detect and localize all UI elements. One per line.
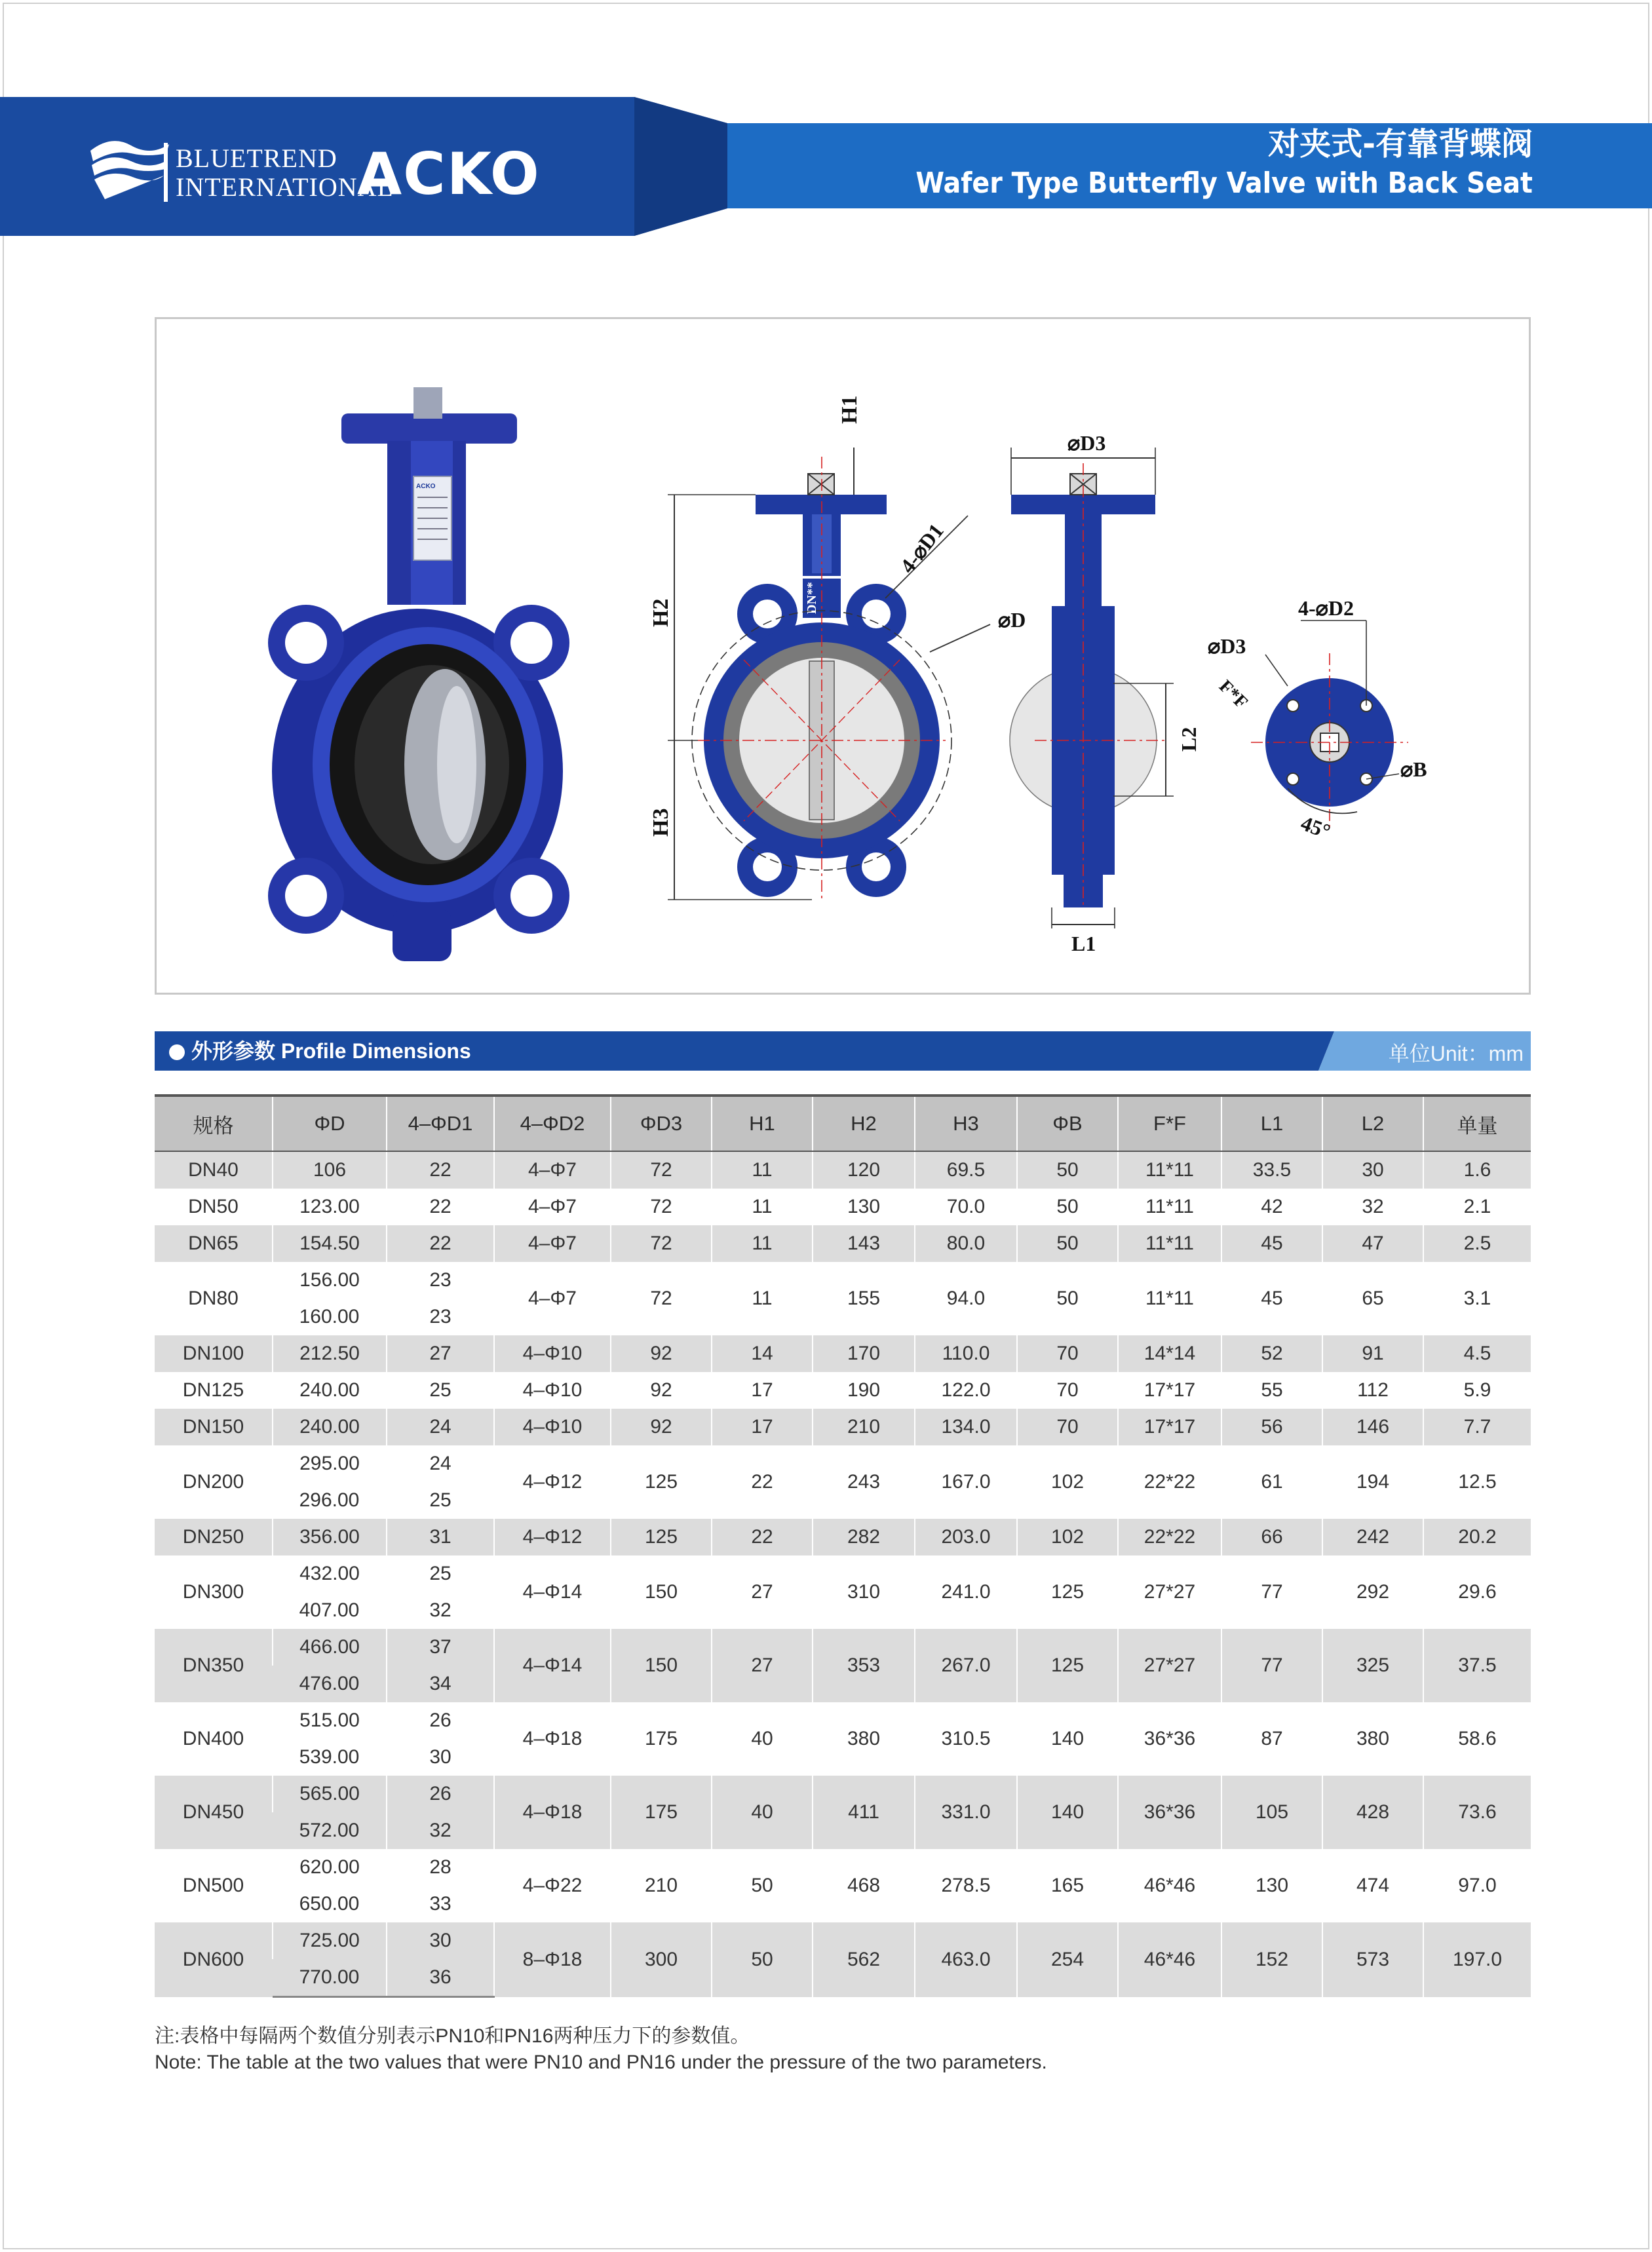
page-title-cn: 对夹式-有靠背蝶阀 xyxy=(1268,126,1533,162)
h1-label: H1 xyxy=(837,395,862,424)
cell-h2: 170 xyxy=(813,1335,915,1372)
cell-dn: DN150 xyxy=(155,1409,273,1445)
front-view-drawing xyxy=(649,396,1026,902)
cell-l1: 61 xyxy=(1221,1445,1322,1519)
cell-d2: 4–Φ7 xyxy=(494,1151,611,1189)
cell-h2: 310 xyxy=(813,1555,915,1629)
cell-d1-pn16: 34 xyxy=(387,1666,494,1702)
cell-d: 356.00 xyxy=(273,1519,387,1555)
cell-d1: 22 xyxy=(387,1225,494,1262)
dn-label: DN** xyxy=(805,582,819,614)
cell-weight: 73.6 xyxy=(1423,1776,1531,1849)
cell-d3: 150 xyxy=(611,1629,712,1702)
note-cn: 注:表格中每隔两个数值分别表示PN10和PN16两种压力下的参数值。 xyxy=(155,2025,750,2047)
col-header: 单量 xyxy=(1423,1096,1531,1151)
cell-d1: 22 xyxy=(387,1151,494,1189)
cell-b: 70 xyxy=(1017,1335,1118,1372)
d1-label: 4-⌀D1 xyxy=(895,519,948,578)
cell-dn: DN600 xyxy=(155,1922,273,1997)
cell-l1: 66 xyxy=(1221,1519,1322,1555)
cell-h1: 27 xyxy=(712,1629,813,1702)
drawing-box xyxy=(155,317,1531,995)
cell-ff: 11*11 xyxy=(1118,1225,1221,1262)
cell-d-pn16: 476.00 xyxy=(273,1666,387,1702)
cell-dn: DN500 xyxy=(155,1849,273,1922)
cell-d: 620.00 xyxy=(273,1849,387,1886)
cell-d: 106 xyxy=(273,1151,387,1189)
cell-b: 102 xyxy=(1017,1445,1118,1519)
cell-d1-pn16: 36 xyxy=(387,1959,494,1997)
cell-d3: 92 xyxy=(611,1372,712,1409)
cell-weight: 29.6 xyxy=(1423,1555,1531,1629)
section-title-text: 外形参数 Profile Dimensions xyxy=(191,1039,471,1063)
cell-l1: 52 xyxy=(1221,1335,1322,1372)
ff-label: F*F xyxy=(1215,676,1252,714)
cell-d3: 72 xyxy=(611,1189,712,1225)
cell-d3: 125 xyxy=(611,1519,712,1555)
cell-d2: 4–Φ12 xyxy=(494,1445,611,1519)
cell-h3: 310.5 xyxy=(915,1702,1017,1776)
cell-h3: 278.5 xyxy=(915,1849,1017,1922)
cell-d2: 4–Φ18 xyxy=(494,1702,611,1776)
h3-label: H3 xyxy=(649,808,673,837)
cell-d2: 4–Φ14 xyxy=(494,1555,611,1629)
cell-dn: DN450 xyxy=(155,1776,273,1849)
cell-d3: 72 xyxy=(611,1225,712,1262)
nameplate-brand: ACKO xyxy=(416,483,436,490)
col-header: L2 xyxy=(1322,1096,1423,1151)
cell-h3: 94.0 xyxy=(915,1262,1017,1335)
cell-d2: 4–Φ7 xyxy=(494,1189,611,1225)
col-header: H3 xyxy=(915,1096,1017,1151)
cell-d: 295.00 xyxy=(273,1445,387,1482)
cell-h3: 80.0 xyxy=(915,1225,1017,1262)
table-header-row xyxy=(155,1096,1531,1151)
side-view-drawing xyxy=(1010,431,1201,955)
cell-ff: 14*14 xyxy=(1118,1335,1221,1372)
cell-d3: 125 xyxy=(611,1445,712,1519)
cell-d3: 300 xyxy=(611,1922,712,1997)
cell-ff: 36*36 xyxy=(1118,1702,1221,1776)
cell-dn: DN250 xyxy=(155,1519,273,1555)
cell-d1: 26 xyxy=(387,1702,494,1739)
cell-weight: 4.5 xyxy=(1423,1335,1531,1372)
cell-dn: DN300 xyxy=(155,1555,273,1629)
brand-line-1: BLUETREND xyxy=(176,143,337,173)
table-row xyxy=(155,1776,1531,1812)
cell-d: 725.00 xyxy=(273,1922,387,1959)
col-header: 4–ΦD1 xyxy=(387,1096,494,1151)
cell-h2: 411 xyxy=(813,1776,915,1849)
cell-l2: 194 xyxy=(1322,1445,1423,1519)
cell-d1-pn16: 32 xyxy=(387,1812,494,1849)
profile-dimensions-table xyxy=(155,1094,1531,1998)
col-header: 4–ΦD2 xyxy=(494,1096,611,1151)
cell-h2: 468 xyxy=(813,1849,915,1922)
cell-weight: 2.1 xyxy=(1423,1189,1531,1225)
col-header: ΦD3 xyxy=(611,1096,712,1151)
cell-ff: 22*22 xyxy=(1118,1519,1221,1555)
cell-ff: 27*27 xyxy=(1118,1629,1221,1702)
cell-l2: 65 xyxy=(1322,1262,1423,1335)
cell-weight: 37.5 xyxy=(1423,1629,1531,1702)
cell-l1: 77 xyxy=(1221,1629,1322,1702)
table-row xyxy=(155,1445,1531,1482)
cell-dn: DN50 xyxy=(155,1189,273,1225)
cell-h1: 40 xyxy=(712,1776,813,1849)
cell-d: 240.00 xyxy=(273,1372,387,1409)
cell-d3: 150 xyxy=(611,1555,712,1629)
cell-d: 432.00 xyxy=(273,1555,387,1592)
cell-d1: 25 xyxy=(387,1372,494,1409)
cell-ff: 46*46 xyxy=(1118,1849,1221,1922)
cell-b: 140 xyxy=(1017,1702,1118,1776)
cell-weight: 2.5 xyxy=(1423,1225,1531,1262)
cell-l2: 573 xyxy=(1322,1922,1423,1997)
cell-ff: 11*11 xyxy=(1118,1151,1221,1189)
cell-d3: 175 xyxy=(611,1776,712,1849)
col-header: F*F xyxy=(1118,1096,1221,1151)
table-row xyxy=(155,1922,1531,1959)
cell-h2: 210 xyxy=(813,1409,915,1445)
cell-d2: 4–Φ18 xyxy=(494,1776,611,1849)
cell-d-pn16: 770.00 xyxy=(273,1959,387,1997)
cell-l1: 33.5 xyxy=(1221,1151,1322,1189)
table-row xyxy=(155,1372,1531,1409)
cell-d-pn16: 539.00 xyxy=(273,1739,387,1776)
cell-d1-pn16: 32 xyxy=(387,1592,494,1629)
cell-h3: 267.0 xyxy=(915,1629,1017,1702)
table-row xyxy=(155,1629,1531,1666)
cell-h1: 50 xyxy=(712,1922,813,1997)
cell-dn: DN400 xyxy=(155,1702,273,1776)
cell-ff: 17*17 xyxy=(1118,1372,1221,1409)
cell-d2: 4–Φ12 xyxy=(494,1519,611,1555)
cell-d2: 4–Φ10 xyxy=(494,1335,611,1372)
cell-d1: 30 xyxy=(387,1922,494,1959)
cell-b: 50 xyxy=(1017,1189,1118,1225)
cell-h3: 122.0 xyxy=(915,1372,1017,1409)
cell-h1: 17 xyxy=(712,1409,813,1445)
cell-h1: 27 xyxy=(712,1555,813,1629)
cell-l1: 45 xyxy=(1221,1225,1322,1262)
cell-l1: 87 xyxy=(1221,1702,1322,1776)
cell-b: 125 xyxy=(1017,1629,1118,1702)
cell-dn: DN350 xyxy=(155,1629,273,1702)
cell-h3: 134.0 xyxy=(915,1409,1017,1445)
cell-d: 156.00 xyxy=(273,1262,387,1299)
cell-l2: 91 xyxy=(1322,1335,1423,1372)
cell-weight: 58.6 xyxy=(1423,1702,1531,1776)
cell-l2: 474 xyxy=(1322,1849,1423,1922)
cell-ff: 36*36 xyxy=(1118,1776,1221,1849)
col-header: ΦD xyxy=(273,1096,387,1151)
cell-d1-pn16: 23 xyxy=(387,1299,494,1335)
cell-d2: 4–Φ22 xyxy=(494,1849,611,1922)
cell-d2: 4–Φ10 xyxy=(494,1409,611,1445)
cell-d3: 72 xyxy=(611,1151,712,1189)
cell-h2: 380 xyxy=(813,1702,915,1776)
cell-b: 140 xyxy=(1017,1776,1118,1849)
table-row xyxy=(155,1335,1531,1372)
cell-h3: 167.0 xyxy=(915,1445,1017,1519)
l2-label: L2 xyxy=(1177,727,1201,752)
cell-d: 212.50 xyxy=(273,1335,387,1372)
cell-ff: 17*17 xyxy=(1118,1409,1221,1445)
cell-h1: 11 xyxy=(712,1225,813,1262)
cell-l2: 146 xyxy=(1322,1409,1423,1445)
table-row xyxy=(155,1849,1531,1886)
cell-weight: 197.0 xyxy=(1423,1922,1531,1997)
col-header: L1 xyxy=(1221,1096,1322,1151)
cell-d3: 72 xyxy=(611,1262,712,1335)
acko-logo: ACKO xyxy=(357,140,541,208)
cell-h3: 70.0 xyxy=(915,1189,1017,1225)
cell-h1: 40 xyxy=(712,1702,813,1776)
b-label: ⌀B xyxy=(1400,757,1427,781)
d2-label: 4-⌀D2 xyxy=(1298,596,1354,620)
cell-h3: 241.0 xyxy=(915,1555,1017,1629)
cell-h3: 203.0 xyxy=(915,1519,1017,1555)
cell-d1: 27 xyxy=(387,1335,494,1372)
table-row xyxy=(155,1409,1531,1445)
table-row xyxy=(155,1702,1531,1739)
cell-d1: 31 xyxy=(387,1519,494,1555)
cell-d: 565.00 xyxy=(273,1776,387,1812)
valve-photo xyxy=(268,387,569,961)
cell-d1-pn16: 25 xyxy=(387,1482,494,1519)
cell-b: 165 xyxy=(1017,1849,1118,1922)
cell-d: 154.50 xyxy=(273,1225,387,1262)
cell-h1: 11 xyxy=(712,1189,813,1225)
cell-l1: 45 xyxy=(1221,1262,1322,1335)
cell-h2: 243 xyxy=(813,1445,915,1519)
cell-l1: 55 xyxy=(1221,1372,1322,1409)
col-header: 规格 xyxy=(155,1096,273,1151)
top-flange-drawing xyxy=(1208,596,1427,843)
brand-line-2: INTERNATIONAL xyxy=(176,172,394,202)
cell-b: 50 xyxy=(1017,1262,1118,1335)
cell-b: 70 xyxy=(1017,1372,1118,1409)
table-row xyxy=(155,1189,1531,1225)
col-header: H1 xyxy=(712,1096,813,1151)
cell-weight: 7.7 xyxy=(1423,1409,1531,1445)
cell-h2: 120 xyxy=(813,1151,915,1189)
cell-d: 466.00 xyxy=(273,1629,387,1666)
cell-l2: 30 xyxy=(1322,1151,1423,1189)
cell-h1: 11 xyxy=(712,1151,813,1189)
cell-ff: 11*11 xyxy=(1118,1189,1221,1225)
bluetrend-logo-icon xyxy=(85,131,170,203)
cell-l2: 292 xyxy=(1322,1555,1423,1629)
cell-h1: 17 xyxy=(712,1372,813,1409)
unit-label: 单位Unit：mm xyxy=(1388,1042,1524,1065)
bullet-icon xyxy=(169,1044,185,1060)
cell-h2: 155 xyxy=(813,1262,915,1335)
table-row xyxy=(155,1151,1531,1189)
cell-h2: 282 xyxy=(813,1519,915,1555)
cell-d3: 210 xyxy=(611,1849,712,1922)
cell-d1: 24 xyxy=(387,1445,494,1482)
cell-b: 125 xyxy=(1017,1555,1118,1629)
cell-l1: 130 xyxy=(1221,1849,1322,1922)
table-row xyxy=(155,1225,1531,1262)
cell-b: 102 xyxy=(1017,1519,1118,1555)
cell-h2: 190 xyxy=(813,1372,915,1409)
cell-dn: DN80 xyxy=(155,1262,273,1335)
cell-b: 50 xyxy=(1017,1151,1118,1189)
cell-d3: 92 xyxy=(611,1335,712,1372)
cell-weight: 3.1 xyxy=(1423,1262,1531,1335)
cell-l1: 152 xyxy=(1221,1922,1322,1997)
cell-d-pn16: 407.00 xyxy=(273,1592,387,1629)
cell-h3: 110.0 xyxy=(915,1335,1017,1372)
cell-d2: 4–Φ10 xyxy=(494,1372,611,1409)
cell-d1: 23 xyxy=(387,1262,494,1299)
cell-h1: 14 xyxy=(712,1335,813,1372)
cell-l2: 428 xyxy=(1322,1776,1423,1849)
cell-d1-pn16: 30 xyxy=(387,1739,494,1776)
cell-d2: 4–Φ14 xyxy=(494,1629,611,1702)
cell-d2: 4–Φ7 xyxy=(494,1225,611,1262)
col-header: ΦB xyxy=(1017,1096,1118,1151)
cell-h1: 22 xyxy=(712,1519,813,1555)
cell-weight: 5.9 xyxy=(1423,1372,1531,1409)
cell-dn: DN200 xyxy=(155,1445,273,1519)
cell-d: 240.00 xyxy=(273,1409,387,1445)
cell-d1: 37 xyxy=(387,1629,494,1666)
cell-d1-pn16: 33 xyxy=(387,1886,494,1922)
cell-h2: 143 xyxy=(813,1225,915,1262)
cell-dn: DN125 xyxy=(155,1372,273,1409)
cell-d3: 92 xyxy=(611,1409,712,1445)
table-body xyxy=(155,1151,1531,1997)
page-title-en: Wafer Type Butterfly Valve with Back Seat xyxy=(915,166,1533,200)
cell-l1: 42 xyxy=(1221,1189,1322,1225)
cell-d1: 28 xyxy=(387,1849,494,1886)
section-title xyxy=(169,1039,471,1063)
cell-d3: 175 xyxy=(611,1702,712,1776)
cell-ff: 27*27 xyxy=(1118,1555,1221,1629)
note-en: Note: The table at the two values that were PN10 and PN16 under the pressure of the two parameters. xyxy=(155,2052,1047,2073)
cell-l2: 380 xyxy=(1322,1702,1423,1776)
table-row xyxy=(155,1519,1531,1555)
cell-d-pn16: 296.00 xyxy=(273,1482,387,1519)
cell-l2: 47 xyxy=(1322,1225,1423,1262)
d3-side-label: ⌀D3 xyxy=(1067,431,1106,455)
cell-h3: 69.5 xyxy=(915,1151,1017,1189)
cell-weight: 12.5 xyxy=(1423,1445,1531,1519)
cell-h1: 22 xyxy=(712,1445,813,1519)
table-row xyxy=(155,1262,1531,1299)
cell-l2: 325 xyxy=(1322,1629,1423,1702)
cell-b: 50 xyxy=(1017,1225,1118,1262)
cell-l2: 112 xyxy=(1322,1372,1423,1409)
cell-d: 123.00 xyxy=(273,1189,387,1225)
cell-d-pn16: 160.00 xyxy=(273,1299,387,1335)
cell-d1: 24 xyxy=(387,1409,494,1445)
cell-weight: 1.6 xyxy=(1423,1151,1531,1189)
cell-d1: 26 xyxy=(387,1776,494,1812)
cell-h3: 331.0 xyxy=(915,1776,1017,1849)
cell-b: 254 xyxy=(1017,1922,1118,1997)
cell-d1: 22 xyxy=(387,1189,494,1225)
cell-l1: 56 xyxy=(1221,1409,1322,1445)
cell-d-pn16: 572.00 xyxy=(273,1812,387,1849)
cell-weight: 97.0 xyxy=(1423,1849,1531,1922)
cell-l1: 77 xyxy=(1221,1555,1322,1629)
cell-d-pn16: 650.00 xyxy=(273,1886,387,1922)
d3-top-label: ⌀D3 xyxy=(1208,634,1246,658)
cell-dn: DN100 xyxy=(155,1335,273,1372)
cell-h2: 353 xyxy=(813,1629,915,1702)
d-label: ⌀D xyxy=(998,608,1026,632)
cell-l2: 242 xyxy=(1322,1519,1423,1555)
cell-dn: DN65 xyxy=(155,1225,273,1262)
cell-ff: 22*22 xyxy=(1118,1445,1221,1519)
cell-weight: 20.2 xyxy=(1423,1519,1531,1555)
cell-ff: 11*11 xyxy=(1118,1262,1221,1335)
cell-h1: 50 xyxy=(712,1849,813,1922)
table-row xyxy=(155,1555,1531,1592)
cell-d2: 4–Φ7 xyxy=(494,1262,611,1335)
angle-label: 45° xyxy=(1297,811,1334,843)
col-header: H2 xyxy=(813,1096,915,1151)
cell-l2: 32 xyxy=(1322,1189,1423,1225)
h2-label: H2 xyxy=(649,598,673,627)
cell-d1: 25 xyxy=(387,1555,494,1592)
cell-ff: 46*46 xyxy=(1118,1922,1221,1997)
cell-h2: 562 xyxy=(813,1922,915,1997)
cell-dn: DN40 xyxy=(155,1151,273,1189)
cell-d2: 8–Φ18 xyxy=(494,1922,611,1997)
cell-d: 515.00 xyxy=(273,1702,387,1739)
cell-h1: 11 xyxy=(712,1262,813,1335)
cell-h2: 130 xyxy=(813,1189,915,1225)
l1-label: L1 xyxy=(1071,932,1096,955)
cell-l1: 105 xyxy=(1221,1776,1322,1849)
cell-h3: 463.0 xyxy=(915,1922,1017,1997)
cell-b: 70 xyxy=(1017,1409,1118,1445)
